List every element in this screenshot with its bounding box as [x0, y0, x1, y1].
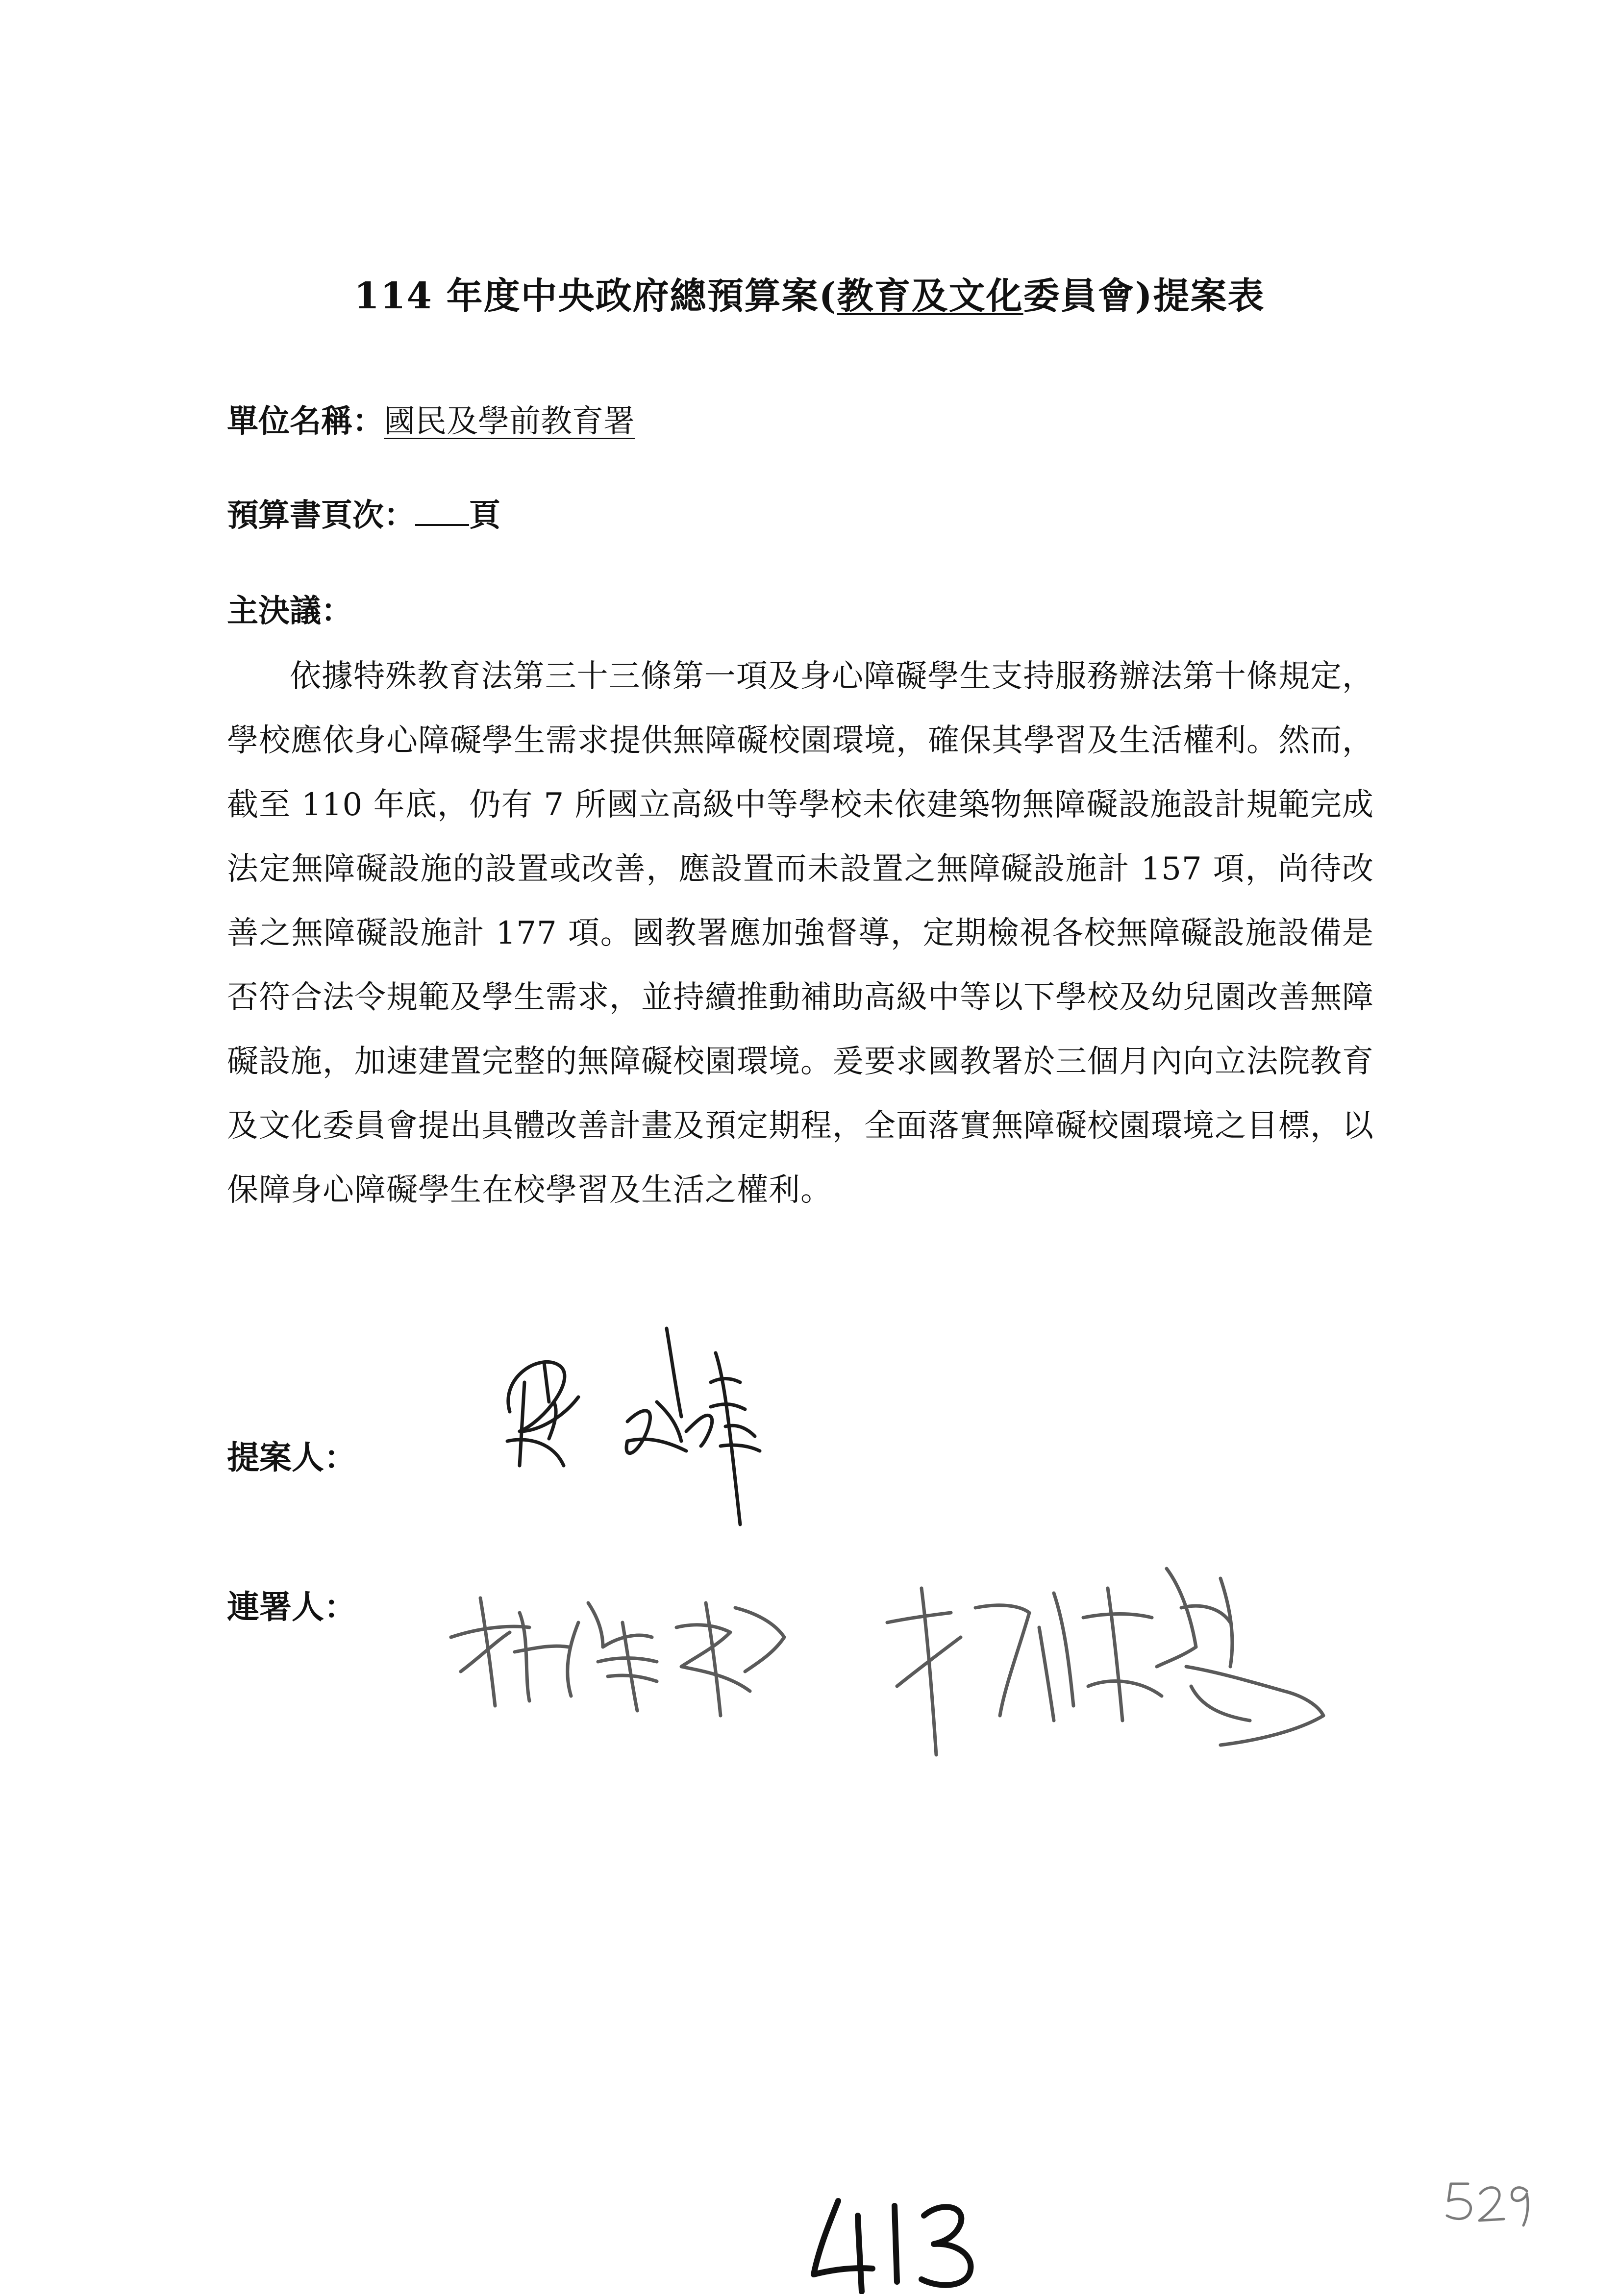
resolution-label: 主決議：: [227, 593, 352, 629]
budget-page-blank: [415, 499, 469, 526]
cosigner-signature-1: [441, 1578, 823, 1725]
handwritten-page-number: [804, 2196, 1000, 2296]
proposer-signature: [480, 1319, 814, 1564]
unit-name-label: 單位名稱：: [227, 403, 384, 440]
cosigner-signature-2: [877, 1559, 1348, 1814]
title-suffix: 委員會)提案表: [1023, 275, 1265, 317]
page-title: [0, 267, 1619, 319]
proposer-label: 提案人：: [227, 1438, 356, 1476]
handwritten-corner-number: [1441, 2174, 1539, 2230]
unit-name-value: 國民及學前教育署: [384, 403, 635, 440]
cosigner-label: 連署人：: [227, 1588, 356, 1626]
budget-page-label: 預算書頁次：: [227, 497, 415, 534]
title-committee: 教育及文化: [837, 275, 1023, 317]
resolution-row: [227, 586, 352, 631]
resolution-body: 依據特殊教育法第三十三條第一項及身心障礙學生支持服務辦法第十條規定，學校應依身心障礙學生需求提供無障礙校園環境，確保其學習及生活權利。然而，截至 110 年底，仍有 7 所國立高級中等學校未依建築物無障礙設施設計規範完成法定無障礙設施的設置或改善，應設置而未設置之無障礙設施計 157 項，尚待改善之無障礙設施計 177 項。國教署應加強督導，定期檢視各校無障礙設施設備是否符合法令規範及學生需求，並持續推動補助高級中等以下學校及幼兒園改善無障礙設施，加速建置完整的無障礙校園環境。爰要求國教署於三個月內向立法院教育及文化委員會提出具體改善計畫及預定期程，全面落實無障礙校園環境之目標，以保障身心障礙學生在校學習及生活之權利。: [227, 658, 1374, 1208]
budget-page-row: [227, 490, 500, 535]
unit-name-row: [227, 396, 635, 441]
budget-page-suffix: 頁: [469, 497, 500, 534]
title-prefix: 114 年度中央政府總預算案(: [354, 275, 837, 317]
